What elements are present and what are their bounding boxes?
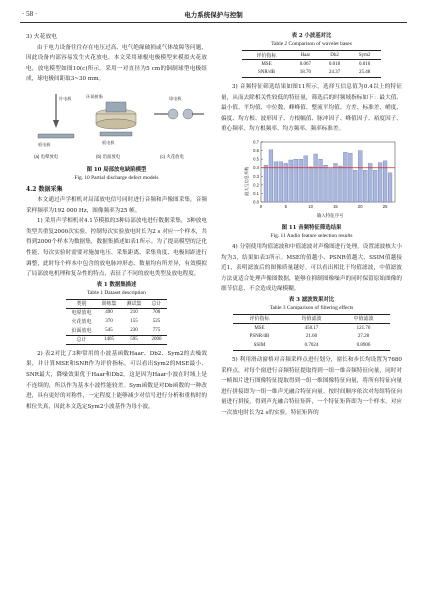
bar-feature-17: [343, 152, 347, 202]
table-cell: 230: [130, 327, 138, 333]
bar-feature-19: [353, 170, 357, 202]
table-cell: 1405: [103, 337, 114, 343]
y-tick-label: 0.3: [253, 173, 259, 179]
table-cell: 0.067: [299, 61, 311, 67]
right-column: [221, 32, 402, 419]
sliding-window-paragraph: 5) 利用滑动窗格对音频采样点进行划分，窗长和步长均设置为7680采样点，对每个窗进行音频特征提取得到一组一维音频特征向量，同时对一帧图片进行图像特征提取得到一组一维图像特征向量，将所有特征向量进行拼接即为一组一维声光融合特征向量。按时间顺序依次对每组特征向量进行拼接，得到声光融合特征矩阵，一个特征矩阵即为一个样本，对应一次放电时长为2 s的实验。特征矩阵的: [221, 356, 402, 416]
y-tick-label: 0.7: [253, 139, 259, 145]
table-cell: 火花放电: [71, 320, 92, 326]
table-header-cell: 训练集: [101, 302, 117, 308]
table-row: [66, 317, 166, 326]
bar-feature-24: [378, 163, 382, 202]
journal-name: 电力系统保护与控制: [184, 11, 243, 19]
table-row: [233, 341, 389, 350]
table1-caption-en: Table 1 Dataset description: [87, 289, 146, 296]
bar-feature-20: [358, 151, 362, 202]
table-cell: SNR/dB: [258, 70, 275, 76]
bar-feature-2: [269, 150, 273, 202]
table-header-cell: 测试集: [126, 302, 142, 308]
table-cell: MSE: [261, 61, 272, 67]
spark-discharge-paragraph: 由于电力设备往往存在电压过高、电气绝缘破损或气体故障等问题，因此设备内部容易发生火花放电。本文采用球棍电极模型来模拟火花放电，放电模型如图10(c)所示。采用一对直径为5 cm的铜制球型电极组成，球电极间距取3~30 mm。: [26, 44, 207, 83]
y-tick-label: 0.2: [253, 182, 259, 188]
table-cell: 21.60: [305, 334, 318, 340]
table-header-cell: 均值滤波: [301, 317, 322, 323]
table-header-cell: 评价指标: [256, 53, 277, 59]
table-header-row: [233, 314, 389, 323]
bar-feature-21: [363, 170, 367, 202]
table-cell: 25.48: [359, 70, 371, 76]
table-cell: 0.8906: [356, 343, 371, 349]
table-cell: PSNR/dB: [249, 334, 270, 340]
table-cell: 18.70: [299, 70, 311, 76]
bar-feature-16: [338, 166, 342, 202]
x-tick-label: 25: [382, 203, 388, 209]
table-cell: 0.018: [328, 61, 341, 67]
fig10-caption-en: Fig. 10 Partial discharge defect models: [74, 174, 159, 181]
surface-model: [86, 93, 136, 160]
filtering-table: [233, 314, 389, 351]
left-column: [26, 32, 207, 412]
table-total-row: [66, 335, 166, 344]
y-tick-label: 0.5: [253, 156, 259, 162]
fig10-label-plate-b: 板电极: [102, 139, 115, 145]
table-header-cell: 类别: [76, 302, 87, 308]
table-cell: 450.17: [304, 325, 319, 331]
bar-feature-13: [324, 165, 328, 202]
bar-feature-7: [294, 159, 298, 202]
fig11-caption-cn: 图 11 音频特征筛选结果: [281, 224, 342, 231]
table-cell: MSE: [254, 325, 265, 331]
table-cell: 电晕放电: [71, 311, 92, 317]
y-tick-label: 0.6: [253, 148, 259, 154]
x-tick-label: 10: [308, 203, 313, 209]
table-cell: 沿面放电: [71, 328, 92, 334]
table-row: [242, 69, 380, 78]
fig10-caption-c: (c) 火花放电: [160, 153, 184, 159]
feature-selection-paragraph: 3) 音频特征筛选结果如图11所示，选择互信息值为0.4以上的特征量，从而去除相关性较低的特征量，筛选后的时频域指标如下：最大值、最小值、平均值、中位数、峰峰值、整流平均值、方差、标准差、峭度、偏度、均方根、波形因子、方根幅值、脉冲因子、峰值因子、裕度因子、重心频率、均方根频率、均方频率、频率标准差。: [221, 84, 402, 133]
figure-11: [221, 138, 402, 240]
fig10-label-ball: 球电极: [169, 95, 182, 101]
table-cell: 0.7024: [304, 343, 319, 349]
table-header-row: [66, 299, 166, 308]
table-cell: 545: [105, 327, 113, 333]
x-axis-label: 输入特征序号: [317, 212, 344, 218]
wavelet-table: [242, 50, 380, 78]
table-row: [233, 323, 389, 332]
table-header-cell: Db2: [330, 52, 339, 58]
bar-feature-9: [304, 156, 308, 202]
wavelet-paragraph: 2) 表2对比了3种常用的小波基函数Haar、Db2、Sym2的去噪效果，并计算MSE和SNR作为评价指标。可以看出Sym2的MSE最小、SNR最大，降噪效果优于Haar和Db2。这是因为Haar小波在时域上是不连续的，所以作为基本小波性能较差。Sym函数是对Db函数的一种改进，具有更好的对称性，一定程度上能够减少对信号进行分析和重构时的相位失真，因此本文选定Sym2小波基作为母小波。: [26, 350, 207, 410]
y-tick-label: 0.0: [253, 199, 259, 205]
x-tick-label: 5: [284, 203, 287, 209]
bar-feature-18: [348, 153, 352, 202]
bar-feature-6: [289, 160, 293, 202]
x-tick-label: 20: [357, 203, 363, 209]
table-row: [66, 326, 166, 335]
table3-caption-en: Table 3 Comparison of filtering effects: [269, 304, 354, 311]
y-tick-label: 0.4: [253, 165, 259, 171]
table-cell: 595: [130, 337, 138, 343]
table-cell: 0.016: [359, 61, 371, 67]
table-row: [233, 332, 389, 341]
filtering-paragraph: 4) 分别使用均值滤波和中值滤波对声像图进行处理，设置滤波核大小均为3，结果如表3所示。MSE的值越小、PSNR值越大、SSIM值越接近1，表明滤波后的图像质量越好。可以看出相比于均值滤波，中值滤波方法更适合处理声像图数据，能够在抑制图像噪声的同时保留原始图像的细节信息，不会造成边缘模糊。: [221, 243, 402, 293]
fig10-label-plate-a: 板电极: [38, 141, 51, 147]
dataset-paragraph: 1) 采用声学相机对4.1节模拟的3种局部放电进行数据采集，3种放电类型共重复2000次实验，控制每次实验放电时长为2 s 对应一个样本，共得到2000个样本为数据集，数据集描述如表1所示。为了提高模型的泛化性能，每次实验时需要对施加电压、采集距离、采集角度、电极间距进行调整，此时每个样本中包含的放电脉冲形态、数量均有所差异，有效模拟了局部放电机理和复杂性的特点，表征了不同的放电类型及放电程度。: [26, 218, 207, 278]
fig10-label-needle: 针电极: [59, 95, 72, 101]
table-cell: 24.37: [328, 70, 341, 76]
bar-feature-1: [264, 165, 268, 202]
table-cell: 121.76: [356, 325, 371, 331]
bar-feature-23: [373, 170, 377, 202]
bar-feature-12: [319, 159, 323, 202]
y-tick-label: 0.1: [253, 190, 259, 196]
table-header-cell: 总计: [151, 302, 162, 308]
table-cell: 370: [105, 319, 113, 325]
fig11-caption-en: Fig. 11 Audio feature selection results: [270, 232, 353, 239]
bar-feature-5: [284, 163, 288, 202]
x-tick-label: 0: [259, 203, 263, 209]
table-header-cell: 评价指标: [249, 317, 270, 323]
table-header-cell: 中值滤波: [353, 317, 374, 323]
dataset-table: [66, 299, 166, 345]
mic-bar-chart: [221, 138, 402, 220]
fig10-caption-cn: 图 10 局部放电缺陷模型: [86, 166, 147, 173]
table-header-cell: Haar: [300, 52, 311, 58]
table2-caption-cn: 表 2 小波基对比: [291, 33, 332, 39]
table-header-cell: Sym2: [358, 52, 371, 58]
figure-10: [26, 88, 207, 182]
page-header: [20, 9, 407, 23]
table3-caption-cn: 表 3 滤波效果对比: [288, 296, 335, 303]
section-4-2-heading: 4.2 数据采集: [26, 185, 63, 193]
bar-feature-8: [299, 159, 303, 202]
table-cell: 210: [130, 310, 138, 316]
fig10-caption-a: (a) 电晕放电: [34, 153, 59, 159]
discharge-models-diagram: [26, 88, 207, 162]
table-cell: 490: [105, 310, 113, 316]
corona-model: [34, 94, 74, 160]
table1-caption-cn: 表 1 数据集描述: [96, 281, 137, 288]
table-row: [242, 60, 380, 69]
fig10-label-epoxy: 环氧树脂: [86, 93, 103, 99]
table-cell: 2000: [151, 337, 162, 343]
bar-feature-11: [314, 154, 318, 202]
page-number: · 58 ·: [22, 10, 38, 18]
data-collection-paragraph: 本文通过声学相机对局部放电信号同时进行音频和声像图采集，音频采样频率为192 000 Hz，图像频率为25 帧。: [26, 196, 207, 214]
y-axis-label: 最大互信息系数: [244, 166, 249, 196]
x-tick-label: 15: [333, 203, 338, 209]
spark-model: [154, 95, 204, 160]
table-header-row: [242, 51, 380, 60]
fig10-caption-b: (b) 沿面放电: [96, 153, 121, 159]
table-cell: 525: [152, 319, 161, 325]
bar-feature-22: [368, 163, 372, 202]
table-cell: 775: [152, 327, 161, 333]
bar-feature-15: [334, 163, 338, 202]
spark-discharge-heading: 3) 火花放电: [26, 34, 57, 40]
bar-feature-25: [383, 161, 387, 202]
table-cell: 700: [152, 310, 161, 316]
table-cell: SSIM: [253, 343, 266, 349]
table2-caption-en: Table 2 Comparison of wavelet bases: [271, 41, 352, 47]
bar-feature-14: [329, 169, 333, 202]
table-cell: 155: [130, 319, 138, 325]
table-cell: 总计: [76, 338, 87, 344]
table-row: [66, 308, 166, 317]
bar-feature-10: [309, 167, 313, 202]
bar-feature-26: [388, 173, 392, 202]
table-cell: 27.28: [357, 334, 370, 340]
x-axis-ticks: [260, 204, 388, 209]
